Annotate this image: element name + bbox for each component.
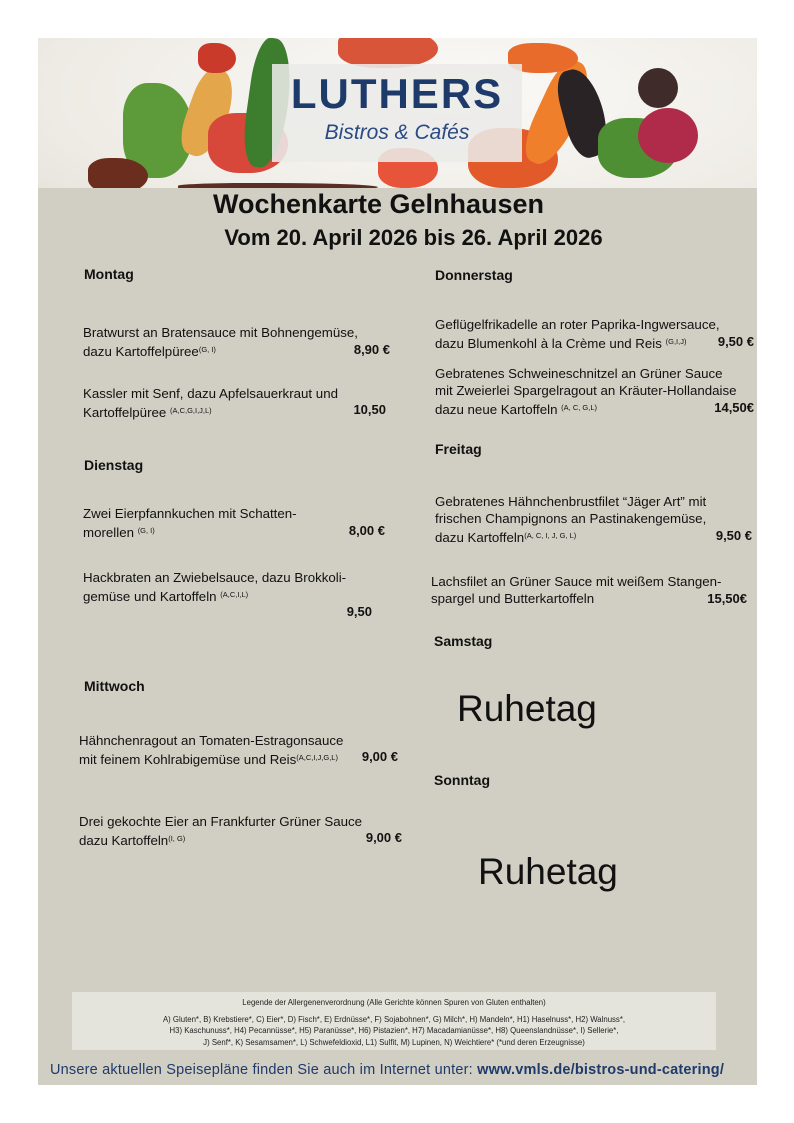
dish-price: 9,50 xyxy=(346,604,372,619)
date-range: Vom 20. April 2026 bis 26. April 2026 xyxy=(224,225,603,250)
dish-price: 14,50€ xyxy=(714,400,754,415)
day-heading-freitag: Freitag xyxy=(435,441,482,457)
day-heading-sonntag: Sonntag xyxy=(434,772,490,788)
dish-price: 9,50 € xyxy=(717,334,754,349)
dish-item: Gebratenes Hähnchenbrustfilet “Jäger Art” mit frischen Champignons an Pastinakengemüse, dazu Kartoffeln$^{(A, C, I, J, G, L)}$ xyxy=(435,494,707,545)
dish-price: 9,00 € xyxy=(365,830,402,845)
website-link[interactable]: www.vmls.de/bistros-und-catering/ xyxy=(477,1062,725,1078)
footer-note xyxy=(50,1062,724,1078)
logo-tagline: Bistros & Cafés xyxy=(324,121,470,144)
dish-price: 9,50 € xyxy=(715,528,752,543)
page-title: Wochenkarte Gelnhausen xyxy=(212,189,545,219)
dish-price: 9,00 € xyxy=(361,749,398,764)
day-heading-donnerstag: Donnerstag xyxy=(435,267,513,283)
dish-price: 8,90 € xyxy=(353,342,390,357)
dish-price: 10,50 xyxy=(353,402,386,417)
dish-price: 15,50€ xyxy=(707,591,747,606)
dish-item: Bratwurst an Bratensauce mit Bohnengemüse, dazu Kartoffelpüree$^{(G, I)}$ xyxy=(83,325,358,359)
legend-title: Legende der Allergenenverordnung (Alle Gerichte können Spuren von Gluten enthalten) xyxy=(242,998,546,1007)
day-heading-mittwoch: Mittwoch xyxy=(84,678,145,694)
dish-item: Kassler mit Senf, dazu Apfelsauerkraut und Kartoffelpüree $^{(A,C,G,I,J,L)}$ xyxy=(83,386,338,420)
dish-item: Hähnchenragout an Tomaten-Estragonsauce mit feinem Kohlrabigemüse und Reis$^{(A,C,I,J,G,L)}$ xyxy=(79,733,344,767)
dish-item: Drei gekochte Eier an Frankfurter Grüner Sauce dazu Kartoffeln$^{(I, G)}$ xyxy=(79,814,363,848)
legend-line: H3) Kaschunuss*, H4) Pecannüsse*, H5) Paranüsse*, H6) Pistazien*, H7) Macadamianüsse*, H8) Queenslandnüsse*, I) Sellerie*, xyxy=(169,1026,619,1035)
dish-item: Geflügelfrikadelle an roter Paprika-Ingwersauce, dazu Blumenkohl à la Crème und Reis $^{(G,I,J)}$ xyxy=(435,317,720,351)
dish-item: Zwei Eierpfannkuchen mit Schatten- morellen $^{(G, I)}$ xyxy=(83,506,297,540)
day-heading-montag: Montag xyxy=(84,266,134,282)
day-heading-dienstag: Dienstag xyxy=(84,457,144,473)
dish-item: Gebratenes Schweineschnitzel an Grüner Sauce mit Zweierlei Spargelragout an Kräuter-Hollandaise dazu neue Kartoffeln $^{(A, C, G,L)}$ xyxy=(435,366,737,417)
dish-item: Hackbraten an Zwiebelsauce, dazu Brokkoli- gemüse und Kartoffeln $^{(A,C,I,L)}$ xyxy=(83,570,347,604)
legend-line: J) Senf*, K) Sesamsamen*, L) Schwefeldioxid, L1) Sulfit, M) Lupinen, N) Weichtiere* (*und deren Erzeugnisse) xyxy=(203,1037,585,1047)
footer-text: Unsere aktuellen Speisepläne finden Sie auch im Internet unter: xyxy=(50,1062,478,1078)
allergen-legend xyxy=(72,992,716,1050)
legend-line: A) Gluten*, B) Krebstiere*, C) Eier*, D) Fisch*, E) Erdnüsse*, F) Sojabohnen*, G) Milch*, H) Mandeln*, H1) Haselnuss*, H2) Walnuss*, xyxy=(162,1014,626,1024)
day-heading-samstag: Samstag xyxy=(434,633,493,649)
header-banner-image xyxy=(38,38,757,188)
closed-note-sonntag: Ruhetag xyxy=(478,851,618,892)
logo-name: LUTHERS xyxy=(290,70,504,117)
logo xyxy=(272,64,522,162)
dish-price: 8,00 € xyxy=(348,523,385,538)
closed-note-samstag: Ruhetag xyxy=(457,688,597,729)
dish-item: Lachsfilet an Grüner Sauce mit weißem Stangen- spargel und Butterkartoffeln xyxy=(431,574,722,606)
